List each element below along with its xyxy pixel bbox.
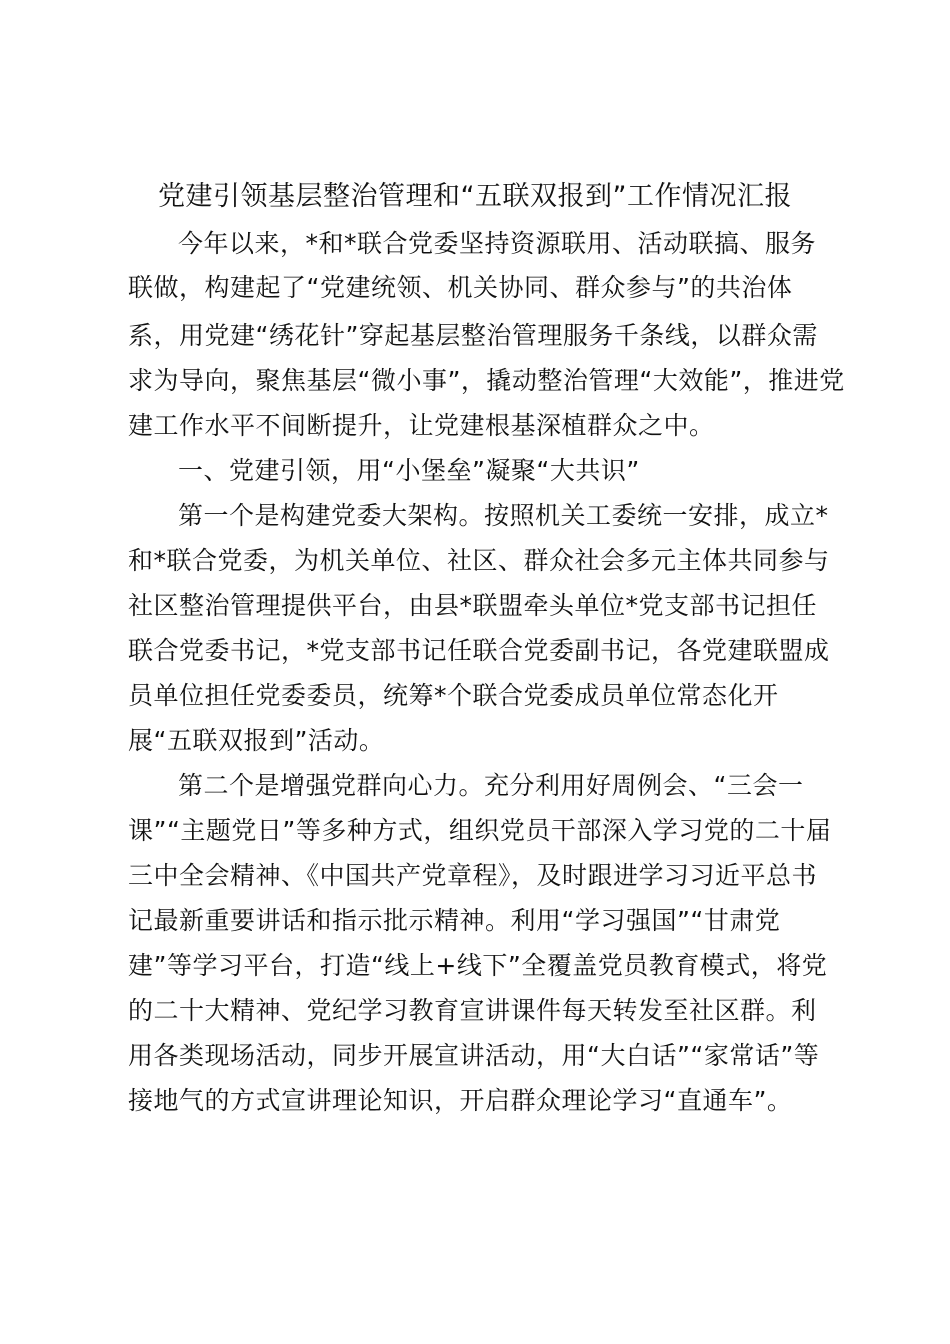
document-title: 党建引领基层整治管理和“五联双报到”工作情况汇报	[158, 181, 792, 212]
paragraph-line: 今年以来，*和*联合党委坚持资源联用、活动联搞、服务	[178, 229, 817, 258]
paragraph-line: 建”等学习平台，打造“线上+线下”全覆盖党员教育模式，将党	[128, 951, 828, 980]
paragraph-line: 课”“主题党日”等多种方式，组织党员干部深入学习党的二十届	[128, 816, 832, 845]
paragraph-line: 展“五联双报到”活动。	[128, 726, 385, 755]
paragraph-line: 联做，构建起了“党建统领、机关协同、群众参与”的共治体	[128, 273, 793, 302]
paragraph-line: 接地气的方式宣讲理论知识，开启群众理论学习“直通车”。	[128, 1086, 793, 1115]
paragraph-line: 求为导向，聚焦基层“微小事”，撬动整治管理“大效能”，推进党	[128, 366, 845, 395]
paragraph-line: 第一个是构建党委大架构。按照机关工委统一安排，成立*	[178, 501, 829, 530]
paragraph-line: 和*联合党委，为机关单位、社区、群众社会多元主体共同参与	[128, 546, 830, 575]
paragraph-line: 社区整治管理提供平台，由县*联盟牵头单位*党支部书记担任	[128, 591, 818, 620]
paragraph-line: 记最新重要讲话和指示批示精神。利用“学习强国”“甘肃党	[128, 906, 781, 935]
section-heading: 一、党建引领，用“小堡垒”凝聚“大共识”	[178, 456, 640, 485]
paragraph-line: 三中全会精神、《中国共产党章程》，及时跟进学习习近平总书	[128, 861, 818, 890]
paragraph-line: 第二个是增强党群向心力。充分利用好周例会、“三会一	[178, 771, 804, 800]
paragraph-line: 的二十大精神、党纪学习教育宣讲课件每天转发至社区群。利	[128, 996, 817, 1025]
paragraph-line: 员单位担任党委委员，统筹*个联合党委成员单位常态化开	[128, 681, 779, 710]
paragraph-line: 用各类现场活动，同步开展宣讲活动，用“大白话”“家常话”等	[128, 1041, 820, 1070]
paragraph-line: 建工作水平不间断提升，让党建根基深植群众之中。	[128, 411, 715, 440]
paragraph-line: 系，用党建“绣花针”穿起基层整治管理服务千条线，以群众需	[128, 321, 818, 350]
paragraph-line: 联合党委书记，*党支部书记任联合党委副书记，各党建联盟成	[128, 636, 830, 665]
